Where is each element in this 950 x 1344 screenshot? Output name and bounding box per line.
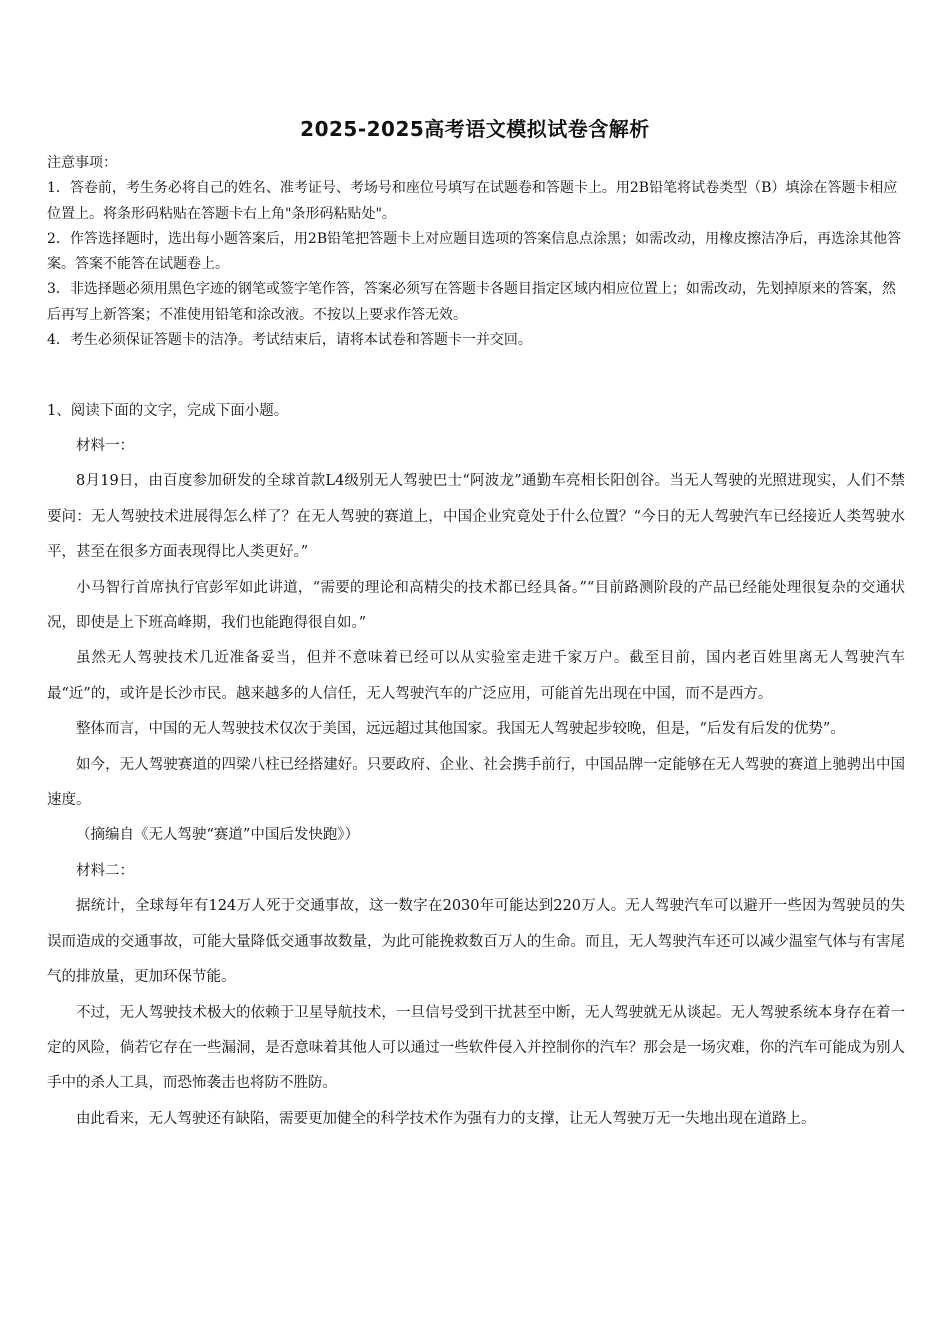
material-label: 材料一： — [76, 438, 134, 454]
passage-paragraph: 整体而言，中国的无人驾驶技术仅次于美国，远远超过其他国家。我国无人驾驶起步较晚，但是，“后发有后发的优势”。 — [76, 721, 845, 738]
notice-item: 2．作答选择题时，选出每小题答案后，用2B铅笔把答题卡上对应题目选项的答案信息点涂黑；如需改动，用橡皮擦洁净后，再选涂其他答案。答案不能答在试题卷上。 — [47, 230, 902, 273]
source-citation: （摘编自《无人驾驶“赛道”中国后发快跑》） — [76, 827, 360, 844]
notice-item: 3．非选择题必须用黑色字迹的钢笔或签字笔作答，答案必须写在答题卡各题目指定区域内相应位置上；如需改动，先划掉原来的答案，然后再写上新答案；不准使用铅笔和涂改液。不按以上要求作答无效。 — [47, 281, 896, 323]
passage-paragraph: 8月19日，由百度参加研发的全球首款L4级别无人驾驶巴士“阿波龙”通勤车亮相长阳创谷。当无人驾驶的光照进现实，人们不禁要问：无人驾驶技术进展得怎么样了？在无人驾驶的赛道上，中国企业究竟处于什么位置？“今日的无人驾驶汽车已经接近人类驾驶水平，甚至在很多方面表现得比人类更好。” — [47, 473, 905, 561]
page-title: 2025-2025高考语文模拟试卷含解析 — [300, 117, 650, 141]
notice-section — [47, 151, 907, 353]
passage-paragraph: 小马智行首席执行官彭军如此讲道，“需要的理论和高精尖的技术都已经具备。”“目前路测阶段的产品已经能处理很复杂的交通状况，即使是上下班高峰期，我们也能跑得很自如。” — [47, 579, 905, 632]
passage-paragraph: 虽然无人驾驶技术几近准备妥当，但并不意味着已经可以从实验室走进千家万户。截至目前，国内老百姓里离无人驾驶汽车最“近”的，或许是长沙市民。越来越多的人信任，无人驾驶汽车的广泛应用，可能首先出现在中国，而不是西方。 — [47, 650, 905, 702]
reading-passage — [47, 398, 905, 1137]
notice-item: 1．答卷前，考生务必将自己的姓名、准考证号、考场号和座位号填写在试题卷和答题卡上。用2B铅笔将试卷类型（B）填涂在答题卡相应位置上。将条形码粘贴在答题卡右上角"条形码粘贴处"。 — [47, 180, 898, 222]
notice-item: 4．考生必须保证答题卡的洁净。考试结束后，请将本试卷和答题卡一并交回。 — [47, 332, 532, 349]
passage-paragraph: 不过，无人驾驶技术极大的依赖于卫星导航技术，一旦信号受到干扰甚至中断，无人驾驶就无从谈起。无人驾驶系统本身存在着一定的风险，倘若它存在一些漏洞，是否意味着其他人可以通过一些软件侵入并控制你的汽车？那会是一场灾难，你的汽车可能成为别人手中的杀人工具，而恐怖袭击也将防不胜防。 — [47, 1004, 905, 1092]
passage-paragraph: 由此看来，无人驾驶还有缺陷，需要更加健全的科学技术作为强有力的支撑，让无人驾驶万无一失地出现在道路上。 — [76, 1110, 816, 1127]
notice-heading: 注意事项： — [47, 155, 117, 171]
question-prompt: 1、阅读下面的文字，完成下面小题。 — [47, 403, 289, 419]
passage-paragraph: 如今，无人驾驶赛道的四梁八柱已经搭建好。只要政府、企业、社会携手前行，中国品牌一定能够在无人驾驶的赛道上驰骋出中国速度。 — [47, 756, 905, 809]
material-label: 材料二： — [76, 862, 134, 879]
passage-paragraph: 据统计，全球每年有124万人死于交通事故，这一数字在2030年可能达到220万人。无人驾驶汽车可以避开一些因为驾驶员的失误而造成的交通事故，可能大量降低交通事故数量，为此可能挽救数百万人的生命。而且，无人驾驶汽车还可以减少温室气体与有害尾气的排放量，更加环保节能。 — [47, 898, 905, 986]
